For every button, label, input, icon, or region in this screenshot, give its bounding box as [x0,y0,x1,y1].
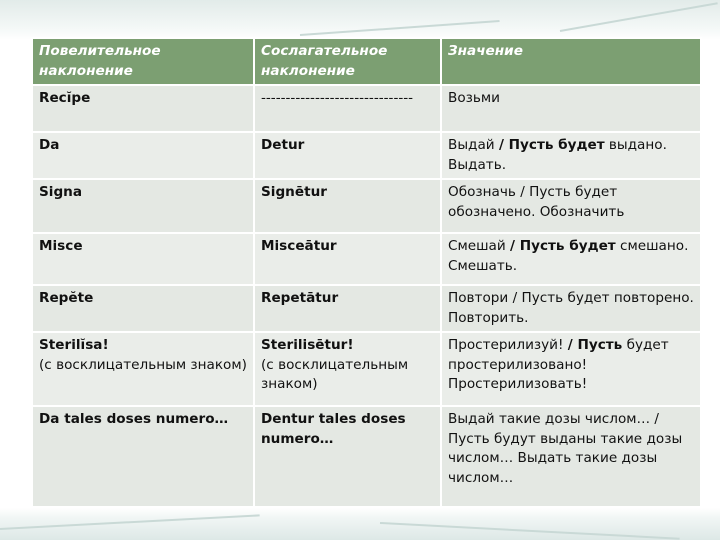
header-subjunctive: Сослагательное наклонение [254,38,441,85]
subjunctive-text: Detur [261,137,305,153]
table-row [32,233,701,285]
imperative-text: Misce [39,238,83,254]
imperative-note: (с восклицательным знаком) [39,356,247,373]
cell-subjunctive [254,233,441,285]
decorative-streak [0,514,260,530]
top-decoration [0,0,720,40]
cell-subjunctive [254,332,441,406]
meaning-part: выдано. Выдать. [448,137,667,173]
decorative-streak [560,2,718,32]
cell-meaning [441,85,701,132]
cell-meaning [441,332,701,406]
meaning-part: Возьми [448,90,500,106]
table-row [32,179,701,233]
cell-meaning [441,179,701,233]
table-row [32,332,701,406]
cell-subjunctive [254,179,441,233]
cell-meaning [441,132,701,179]
cell-subjunctive [254,285,441,332]
imperative-text: Repĕte [39,290,94,306]
cell-imperative [32,285,254,332]
header-meaning: Значение [441,38,701,85]
cell-subjunctive [254,85,441,132]
cell-meaning [441,285,701,332]
subjunctive-text: Repetātur [261,290,339,306]
bottom-decoration [0,508,720,540]
meaning-part: Смешай [448,238,511,254]
table-row [32,285,701,332]
cell-imperative [32,85,254,132]
cell-meaning [441,406,701,507]
meaning-part: Обозначь / Пусть будет обозначено. Обозначить [448,184,625,220]
meaning-part: Выдай такие дозы числом… / Пусть будут выданы такие дозы числом… Выдать такие дозы числом… [448,411,683,486]
table-row [32,132,701,179]
decorative-streak [380,522,680,540]
imperative-text: Sterilĭsa! [39,337,109,353]
cell-meaning [441,233,701,285]
meaning-part-bold: / Пусть будет [510,238,616,254]
meaning-part-bold: / Пусть [567,337,623,353]
cell-imperative [32,179,254,233]
imperative-text: Recĭpe [39,90,91,106]
subjunctive-text: Signētur [261,184,327,200]
subjunctive-note: (с восклицательным знаком) [261,356,409,392]
meaning-part: будет простерилизовано! Простерилизовать! [448,337,669,392]
meaning-part: Простерилизуй! [448,337,568,353]
subjunctive-text: Sterilisētur! [261,337,354,353]
imperative-text: Da tales doses numero… [39,411,229,427]
table-row [32,85,701,132]
table-row [32,406,701,507]
cell-subjunctive [254,406,441,507]
meaning-part: смешано. Смешать. [448,238,689,274]
decorative-streak [300,20,500,36]
cell-imperative [32,332,254,406]
subjunctive-text: Misceātur [261,238,337,254]
meaning-part: Выдай [448,137,499,153]
cell-imperative [32,233,254,285]
header-row [32,38,701,85]
cell-imperative [32,406,254,507]
header-imperative: Повелительное наклонение [32,38,254,85]
meaning-part-bold: / Пусть будет [498,137,605,153]
moods-table [31,37,702,508]
cell-imperative [32,132,254,179]
cell-subjunctive [254,132,441,179]
imperative-text: Da [39,137,60,153]
subjunctive-text: Dentur tales doses numero… [261,411,406,447]
meaning-part: Повтори / Пусть будет повторено. Повторить. [448,290,694,326]
imperative-text: Signa [39,184,83,200]
subjunctive-text: ------------------------------- [261,90,414,106]
